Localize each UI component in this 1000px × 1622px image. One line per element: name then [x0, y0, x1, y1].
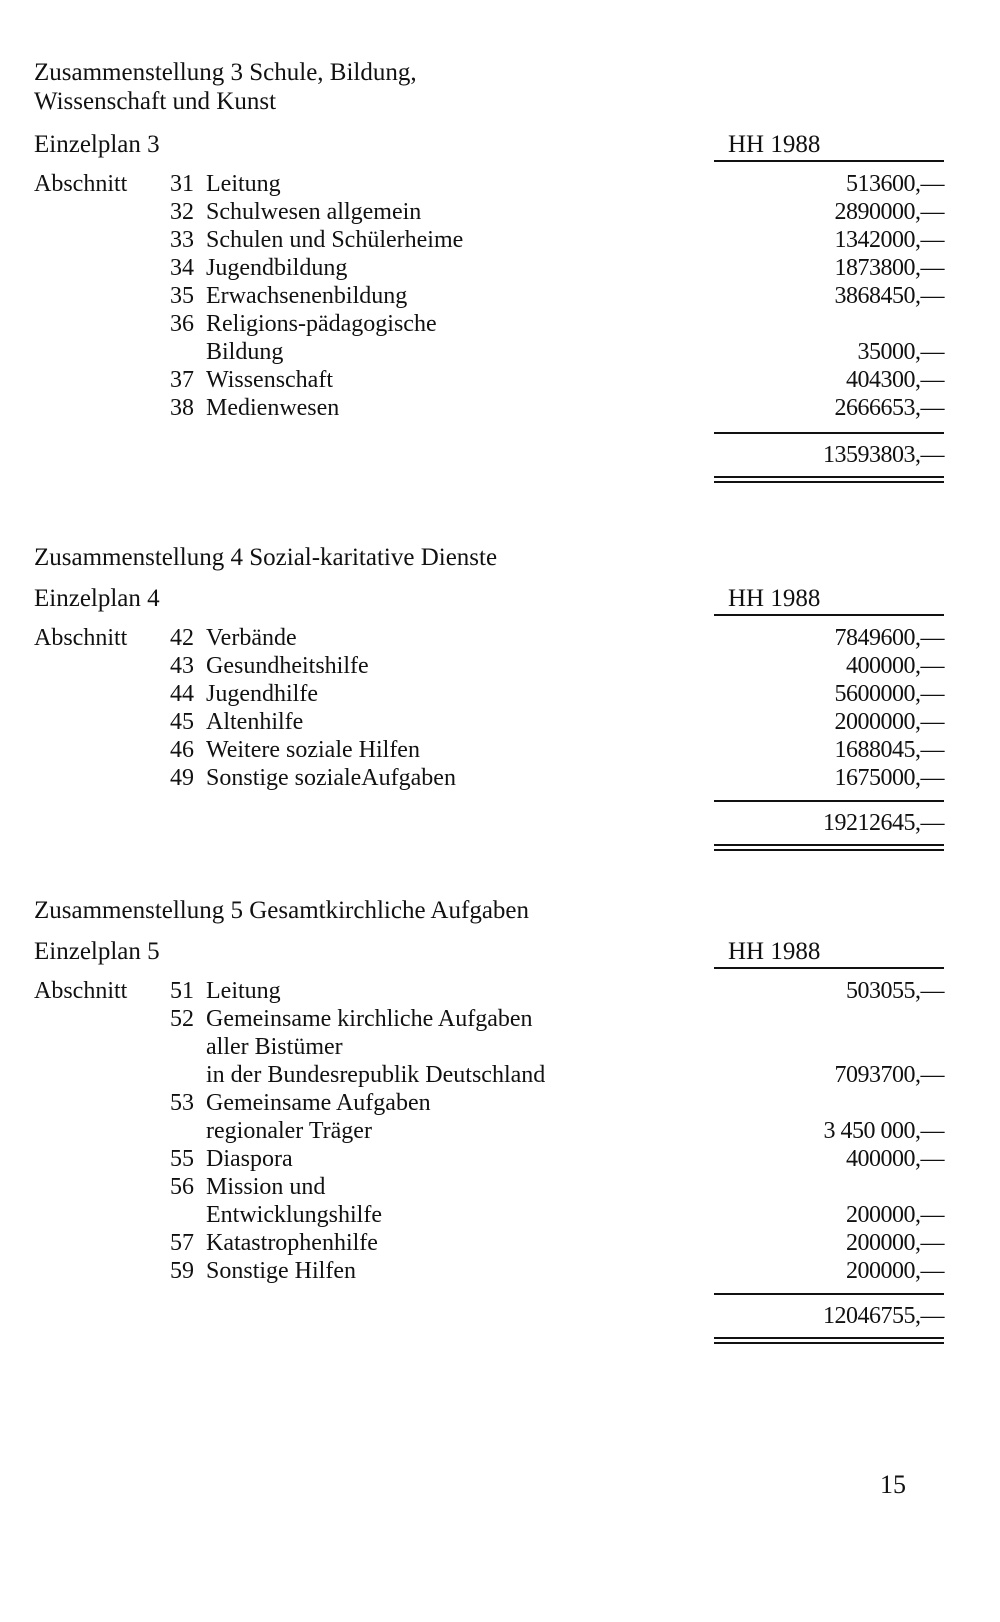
table-row: [34, 1173, 944, 1201]
table-row: [34, 338, 944, 366]
row-amount: 7849600,—: [834, 625, 944, 651]
row-number: 44: [170, 681, 194, 707]
table-row: [34, 198, 944, 226]
row-amount: 1675000,—: [834, 765, 944, 791]
table-row: [34, 394, 944, 422]
row-label: Medienwesen: [206, 395, 340, 421]
double-underline: [714, 1337, 944, 1344]
section-total: 13593803,—: [823, 442, 944, 468]
row-label: Katastrophenhilfe: [206, 1230, 378, 1256]
row-number: 35: [170, 283, 194, 309]
row-amount: 1342000,—: [834, 227, 944, 253]
row-label: Sonstige Hilfen: [206, 1258, 356, 1284]
row-amount: 5600000,—: [834, 681, 944, 707]
row-amount: 400000,—: [846, 653, 944, 679]
budget-table: [34, 624, 944, 792]
section-title: [34, 58, 944, 116]
section-zusammenstellung-3: [34, 58, 944, 483]
title-line: Wissenschaft und Kunst: [34, 88, 277, 115]
table-row: [34, 680, 944, 708]
page-number: 15: [880, 1470, 906, 1499]
row-label: Schulen und Schülerheime: [206, 227, 464, 253]
row-number: 31: [170, 171, 194, 197]
row-label: Gemeinsame Aufgaben: [206, 1090, 431, 1116]
table-row: [34, 170, 944, 198]
hh-column-header: HH 1988: [714, 584, 944, 616]
section-total: 19212645,—: [823, 810, 944, 836]
row-number: 32: [170, 199, 194, 225]
row-label: in der Bundesrepublik Deutschland: [206, 1062, 546, 1088]
row-number: 59: [170, 1258, 194, 1284]
section-zusammenstellung-5: [34, 896, 944, 1344]
section-title: [34, 896, 944, 925]
row-amount: 200000,—: [846, 1258, 944, 1284]
row-number: 52: [170, 1006, 194, 1032]
abschnitt-label: Abschnitt: [34, 625, 128, 651]
row-label: Weitere soziale Hilfen: [206, 737, 420, 763]
row-label: Entwicklungshilfe: [206, 1202, 382, 1228]
plan-header: [34, 130, 944, 160]
budget-table: [34, 977, 944, 1285]
table-row: [34, 1089, 944, 1117]
row-number: 53: [170, 1090, 194, 1116]
total-block: [714, 432, 944, 483]
row-amount: 404300,—: [846, 367, 944, 393]
row-number: 36: [170, 311, 194, 337]
table-row: [34, 1061, 944, 1089]
table-row: [34, 1033, 944, 1061]
double-underline: [714, 476, 944, 483]
table-row: [34, 652, 944, 680]
table-row: [34, 624, 944, 652]
budget-table: [34, 170, 944, 422]
section-title: [34, 543, 944, 572]
row-label: Erwachsenenbildung: [206, 283, 408, 309]
table-row: [34, 708, 944, 736]
row-amount: 400000,—: [846, 1146, 944, 1172]
row-label: Schulwesen allgemein: [206, 199, 422, 225]
row-label: Wissenschaft: [206, 367, 333, 393]
table-row: [34, 764, 944, 792]
row-amount: 200000,—: [846, 1230, 944, 1256]
row-number: 45: [170, 709, 194, 735]
hh-column-header: HH 1988: [714, 130, 944, 162]
table-row: [34, 1117, 944, 1145]
einzelplan-label: Einzelplan 3: [34, 131, 160, 158]
table-row: [34, 310, 944, 338]
row-label: Jugendhilfe: [206, 681, 318, 707]
row-label: Jugendbildung: [206, 255, 348, 281]
table-row: [34, 1257, 944, 1285]
table-row: [34, 254, 944, 282]
row-number: 38: [170, 395, 194, 421]
row-number: 49: [170, 765, 194, 791]
row-amount: 2666653,—: [834, 395, 944, 421]
table-row: [34, 1145, 944, 1173]
row-label: Sonstige sozialeAufgaben: [206, 765, 456, 791]
row-label: Diaspora: [206, 1146, 293, 1172]
plan-header: [34, 584, 944, 614]
row-label: regionaler Träger: [206, 1118, 372, 1144]
row-amount: 503055,—: [846, 978, 944, 1004]
row-label: Gemeinsame kirchliche Aufgaben: [206, 1006, 533, 1032]
abschnitt-label: Abschnitt: [34, 171, 128, 197]
row-amount: 513600,—: [846, 171, 944, 197]
row-amount: 1688045,—: [834, 737, 944, 763]
title-line: Zusammenstellung 3 Schule, Bildung,: [34, 59, 417, 86]
table-row: [34, 1229, 944, 1257]
row-label: Bildung: [206, 339, 284, 365]
row-number: 42: [170, 625, 194, 651]
row-label: Leitung: [206, 171, 281, 197]
table-row: [34, 226, 944, 254]
table-row: [34, 1201, 944, 1229]
row-amount: 200000,—: [846, 1202, 944, 1228]
row-label: Leitung: [206, 978, 281, 1004]
row-number: 37: [170, 367, 194, 393]
plan-header: [34, 937, 944, 967]
row-number: 34: [170, 255, 194, 281]
row-number: 55: [170, 1146, 194, 1172]
row-label: aller Bistümer: [206, 1034, 343, 1060]
table-row: [34, 736, 944, 764]
row-number: 46: [170, 737, 194, 763]
einzelplan-label: Einzelplan 5: [34, 938, 160, 965]
section-zusammenstellung-4: [34, 543, 944, 851]
row-label: Mission und: [206, 1174, 326, 1200]
table-row: [34, 1005, 944, 1033]
section-total: 12046755,—: [823, 1303, 944, 1329]
row-number: 56: [170, 1174, 194, 1200]
einzelplan-label: Einzelplan 4: [34, 585, 160, 612]
title-line: Zusammenstellung 4 Sozial-karitative Dienste: [34, 544, 498, 571]
row-amount: 3868450,—: [834, 283, 944, 309]
row-label: Religions-pädagogische: [206, 311, 437, 337]
abschnitt-label: Abschnitt: [34, 978, 128, 1004]
row-amount: 1873800,—: [834, 255, 944, 281]
row-amount: 35000,—: [857, 339, 944, 365]
row-number: 43: [170, 653, 194, 679]
double-underline: [714, 844, 944, 851]
hh-column-header: HH 1988: [714, 937, 944, 969]
table-row: [34, 977, 944, 1005]
table-row: [34, 366, 944, 394]
table-row: [34, 282, 944, 310]
row-amount: 7093700,—: [834, 1062, 944, 1088]
row-number: 51: [170, 978, 194, 1004]
row-amount: 2000000,—: [834, 709, 944, 735]
row-label: Gesundheitshilfe: [206, 653, 369, 679]
row-label: Altenhilfe: [206, 709, 304, 735]
row-amount: 3 450 000,—: [823, 1118, 944, 1144]
row-number: 57: [170, 1230, 194, 1256]
total-block: [714, 800, 944, 851]
row-label: Verbände: [206, 625, 297, 651]
total-block: [714, 1293, 944, 1344]
row-number: 33: [170, 227, 194, 253]
title-line: Zusammenstellung 5 Gesamtkirchliche Aufgaben: [34, 897, 530, 924]
row-amount: 2890000,—: [834, 199, 944, 225]
